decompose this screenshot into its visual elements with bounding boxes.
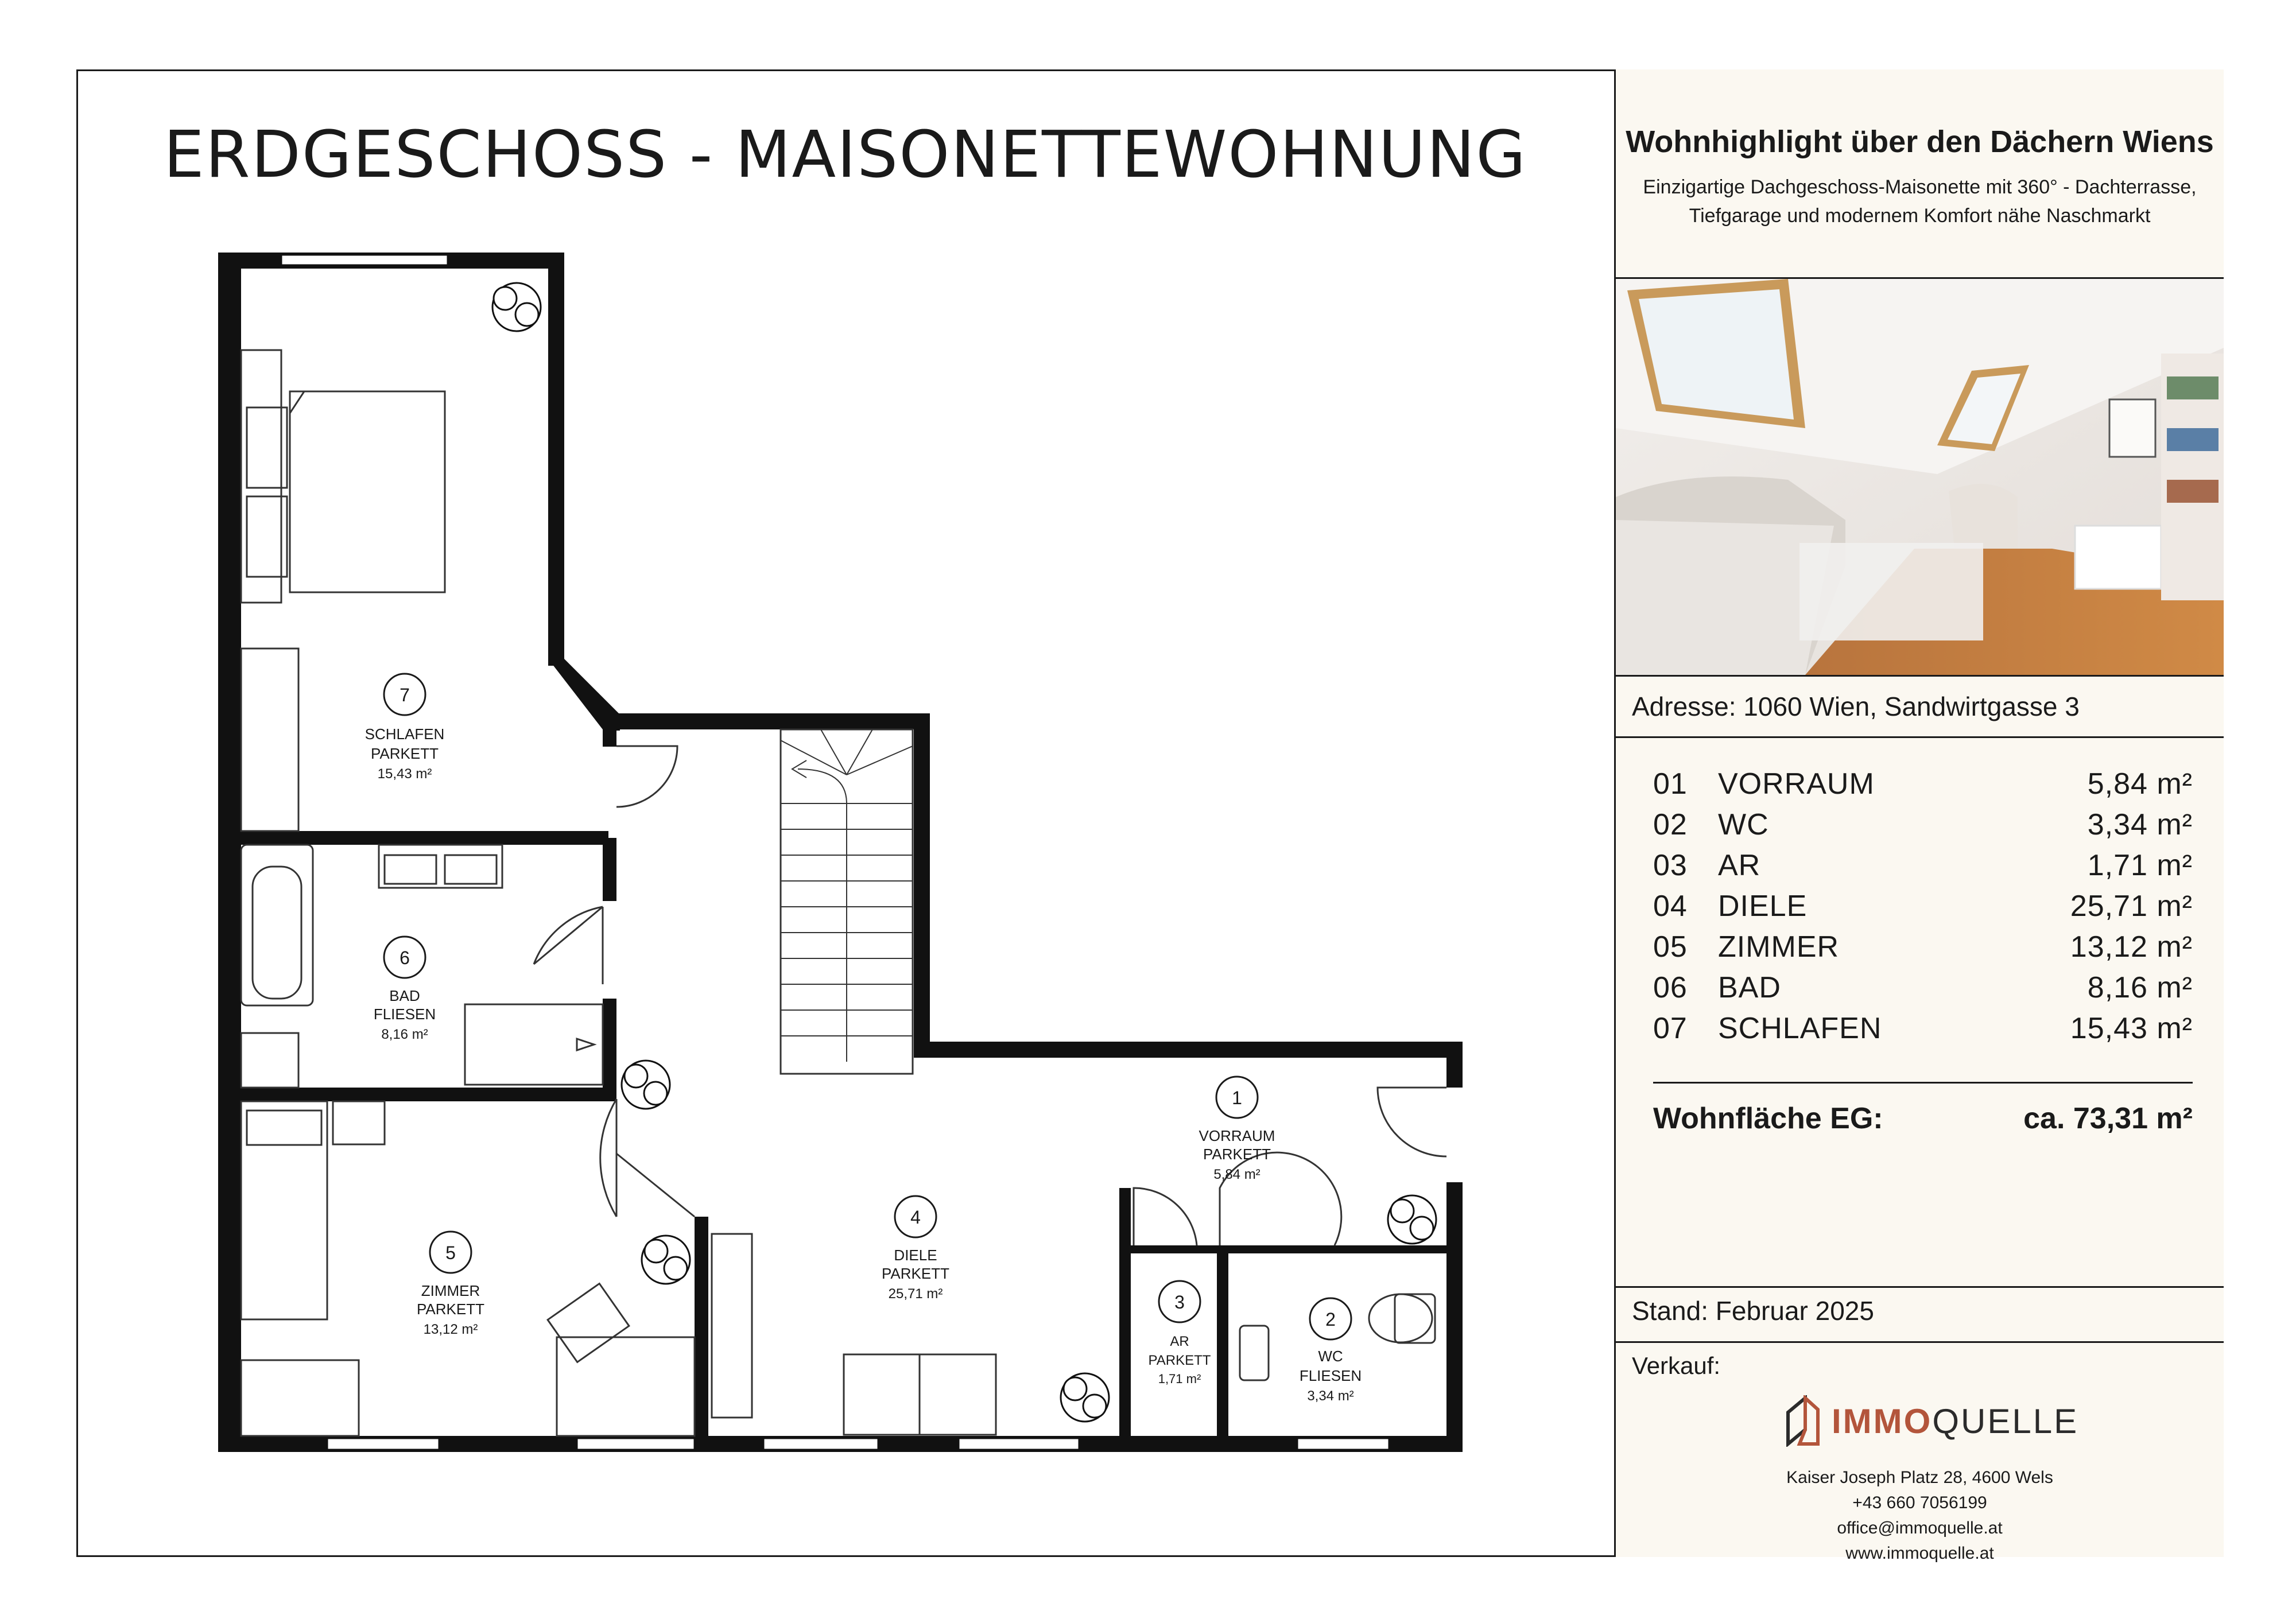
room-1-name: VORRAUM xyxy=(1199,1127,1275,1144)
room-5-name: ZIMMER xyxy=(421,1282,480,1299)
room-number: 01 xyxy=(1653,767,1688,801)
room-1-floor: PARKETT xyxy=(1203,1146,1271,1163)
room-label-5 xyxy=(417,1232,484,1337)
room-area: 15,43 m² xyxy=(2070,1012,2193,1045)
room-name: WC xyxy=(1718,808,1769,841)
address: Adresse: 1060 Wien, Sandwirtgasse 3 xyxy=(1632,692,2080,721)
room-label-1 xyxy=(1199,1077,1275,1182)
room-number: 06 xyxy=(1653,971,1688,1004)
room-list xyxy=(1653,767,2193,1052)
room-3-area: 1,71 m² xyxy=(1158,1372,1201,1386)
room-row xyxy=(1653,889,2193,930)
walls xyxy=(218,253,1463,1452)
room-area: 1,71 m² xyxy=(2087,849,2193,882)
room-name: DIELE xyxy=(1718,890,1808,923)
room-number: 04 xyxy=(1653,890,1688,923)
contact-address: Kaiser Joseph Platz 28, 4600 Wels xyxy=(1786,1468,2053,1487)
room-area: 13,12 m² xyxy=(2070,930,2193,964)
room-label-7 xyxy=(365,674,445,782)
room-4-floor: PARKETT xyxy=(882,1265,949,1282)
room-area: 25,71 m² xyxy=(2070,890,2193,923)
stair-treads xyxy=(781,729,913,1062)
room-row xyxy=(1653,848,2193,889)
room-row xyxy=(1653,930,2193,970)
room-5-number: 5 xyxy=(445,1243,456,1263)
divider xyxy=(1616,1286,2224,1288)
room-7-area: 15,43 m² xyxy=(377,766,432,782)
room-6-floor: FLIESEN xyxy=(373,1005,436,1023)
room-5-floor: PARKETT xyxy=(417,1300,484,1318)
room-label-3 xyxy=(1149,1281,1211,1386)
divider xyxy=(1616,736,2224,738)
room-7-number: 7 xyxy=(400,685,410,705)
room-2-name: WC xyxy=(1318,1348,1343,1365)
room-2-floor: FLIESEN xyxy=(1299,1367,1362,1384)
room-name: ZIMMER xyxy=(1718,930,1840,964)
room-6-area: 8,16 m² xyxy=(381,1027,428,1042)
logo-text xyxy=(1832,1401,2078,1441)
listing-title: Wohnhighlight über den Dächern Wiens xyxy=(1626,125,2214,159)
logo-text-regular: QUELLE xyxy=(1932,1401,2079,1440)
room-label-4 xyxy=(882,1196,949,1302)
listing-subtitle-line1: Einzigartige Dachgeschoss-Maisonette mit 360° - Dachterrasse, xyxy=(1643,176,2197,198)
room-row xyxy=(1653,1011,2193,1052)
divider xyxy=(1616,1341,2224,1343)
room-label-6 xyxy=(374,937,436,1042)
verkauf-label: Verkauf: xyxy=(1632,1352,1721,1379)
company-logo xyxy=(1782,1389,2078,1453)
room-1-number: 1 xyxy=(1232,1088,1242,1108)
room-area: 8,16 m² xyxy=(2087,971,2193,1004)
contact-block xyxy=(1616,1465,2224,1566)
contact-website[interactable]: www.immoquelle.at xyxy=(1845,1544,1994,1563)
interior-photo xyxy=(1616,279,2224,675)
total-divider xyxy=(1653,1082,2193,1084)
room-area: 3,34 m² xyxy=(2087,808,2193,841)
contact-email[interactable]: office@immoquelle.at xyxy=(1837,1519,2003,1537)
room-1-area: 5,84 m² xyxy=(1213,1167,1261,1182)
plan-title: ERDGESCHOSS - MAISONETTEWOHNUNG xyxy=(164,118,1527,192)
room-4-area: 25,71 m² xyxy=(888,1286,943,1302)
listing-subtitle-line2: Tiefgarage und modernem Komfort nähe Naschmarkt xyxy=(1689,205,2151,227)
room-4-number: 4 xyxy=(910,1207,921,1228)
room-number: 07 xyxy=(1653,1012,1688,1045)
room-2-number: 2 xyxy=(1325,1309,1336,1330)
room-3-floor: PARKETT xyxy=(1148,1353,1211,1368)
room-3-name: AR xyxy=(1170,1334,1189,1349)
room-name: VORRAUM xyxy=(1718,767,1875,801)
listing-subtitle xyxy=(1627,173,2212,230)
room-number: 03 xyxy=(1653,849,1688,882)
logo-mark-icon xyxy=(1782,1395,1822,1447)
room-area: 5,84 m² xyxy=(2087,767,2193,801)
room-4-name: DIELE xyxy=(894,1247,937,1264)
room-6-number: 6 xyxy=(400,948,410,968)
stand-date: Stand: Februar 2025 xyxy=(1632,1296,1874,1326)
room-name: AR xyxy=(1718,849,1761,882)
room-2-area: 3,34 m² xyxy=(1307,1388,1354,1404)
furniture xyxy=(241,350,1435,1436)
room-name: BAD xyxy=(1718,971,1781,1004)
info-panel xyxy=(1614,69,2224,1563)
room-7-floor: PARKETT xyxy=(371,745,439,762)
room-number: 05 xyxy=(1653,930,1688,964)
door-swings xyxy=(534,746,1446,1245)
room-5-area: 13,12 m² xyxy=(423,1322,478,1337)
room-row xyxy=(1653,807,2193,848)
total-label: Wohnfläche EG: xyxy=(1653,1102,1883,1135)
room-6-name: BAD xyxy=(389,987,420,1004)
divider xyxy=(1616,675,2224,677)
room-3-number: 3 xyxy=(1174,1292,1185,1313)
contact-phone[interactable]: +43 660 7056199 xyxy=(1852,1493,1987,1512)
room-number: 02 xyxy=(1653,808,1688,841)
room-name: SCHLAFEN xyxy=(1718,1012,1882,1045)
room-row xyxy=(1653,767,2193,807)
room-7-name: SCHLAFEN xyxy=(364,725,445,743)
room-row xyxy=(1653,970,2193,1011)
room-label-2 xyxy=(1300,1298,1362,1404)
logo-text-bold: IMMO xyxy=(1832,1401,1933,1440)
total-value: ca. 73,31 m² xyxy=(2023,1102,2193,1135)
